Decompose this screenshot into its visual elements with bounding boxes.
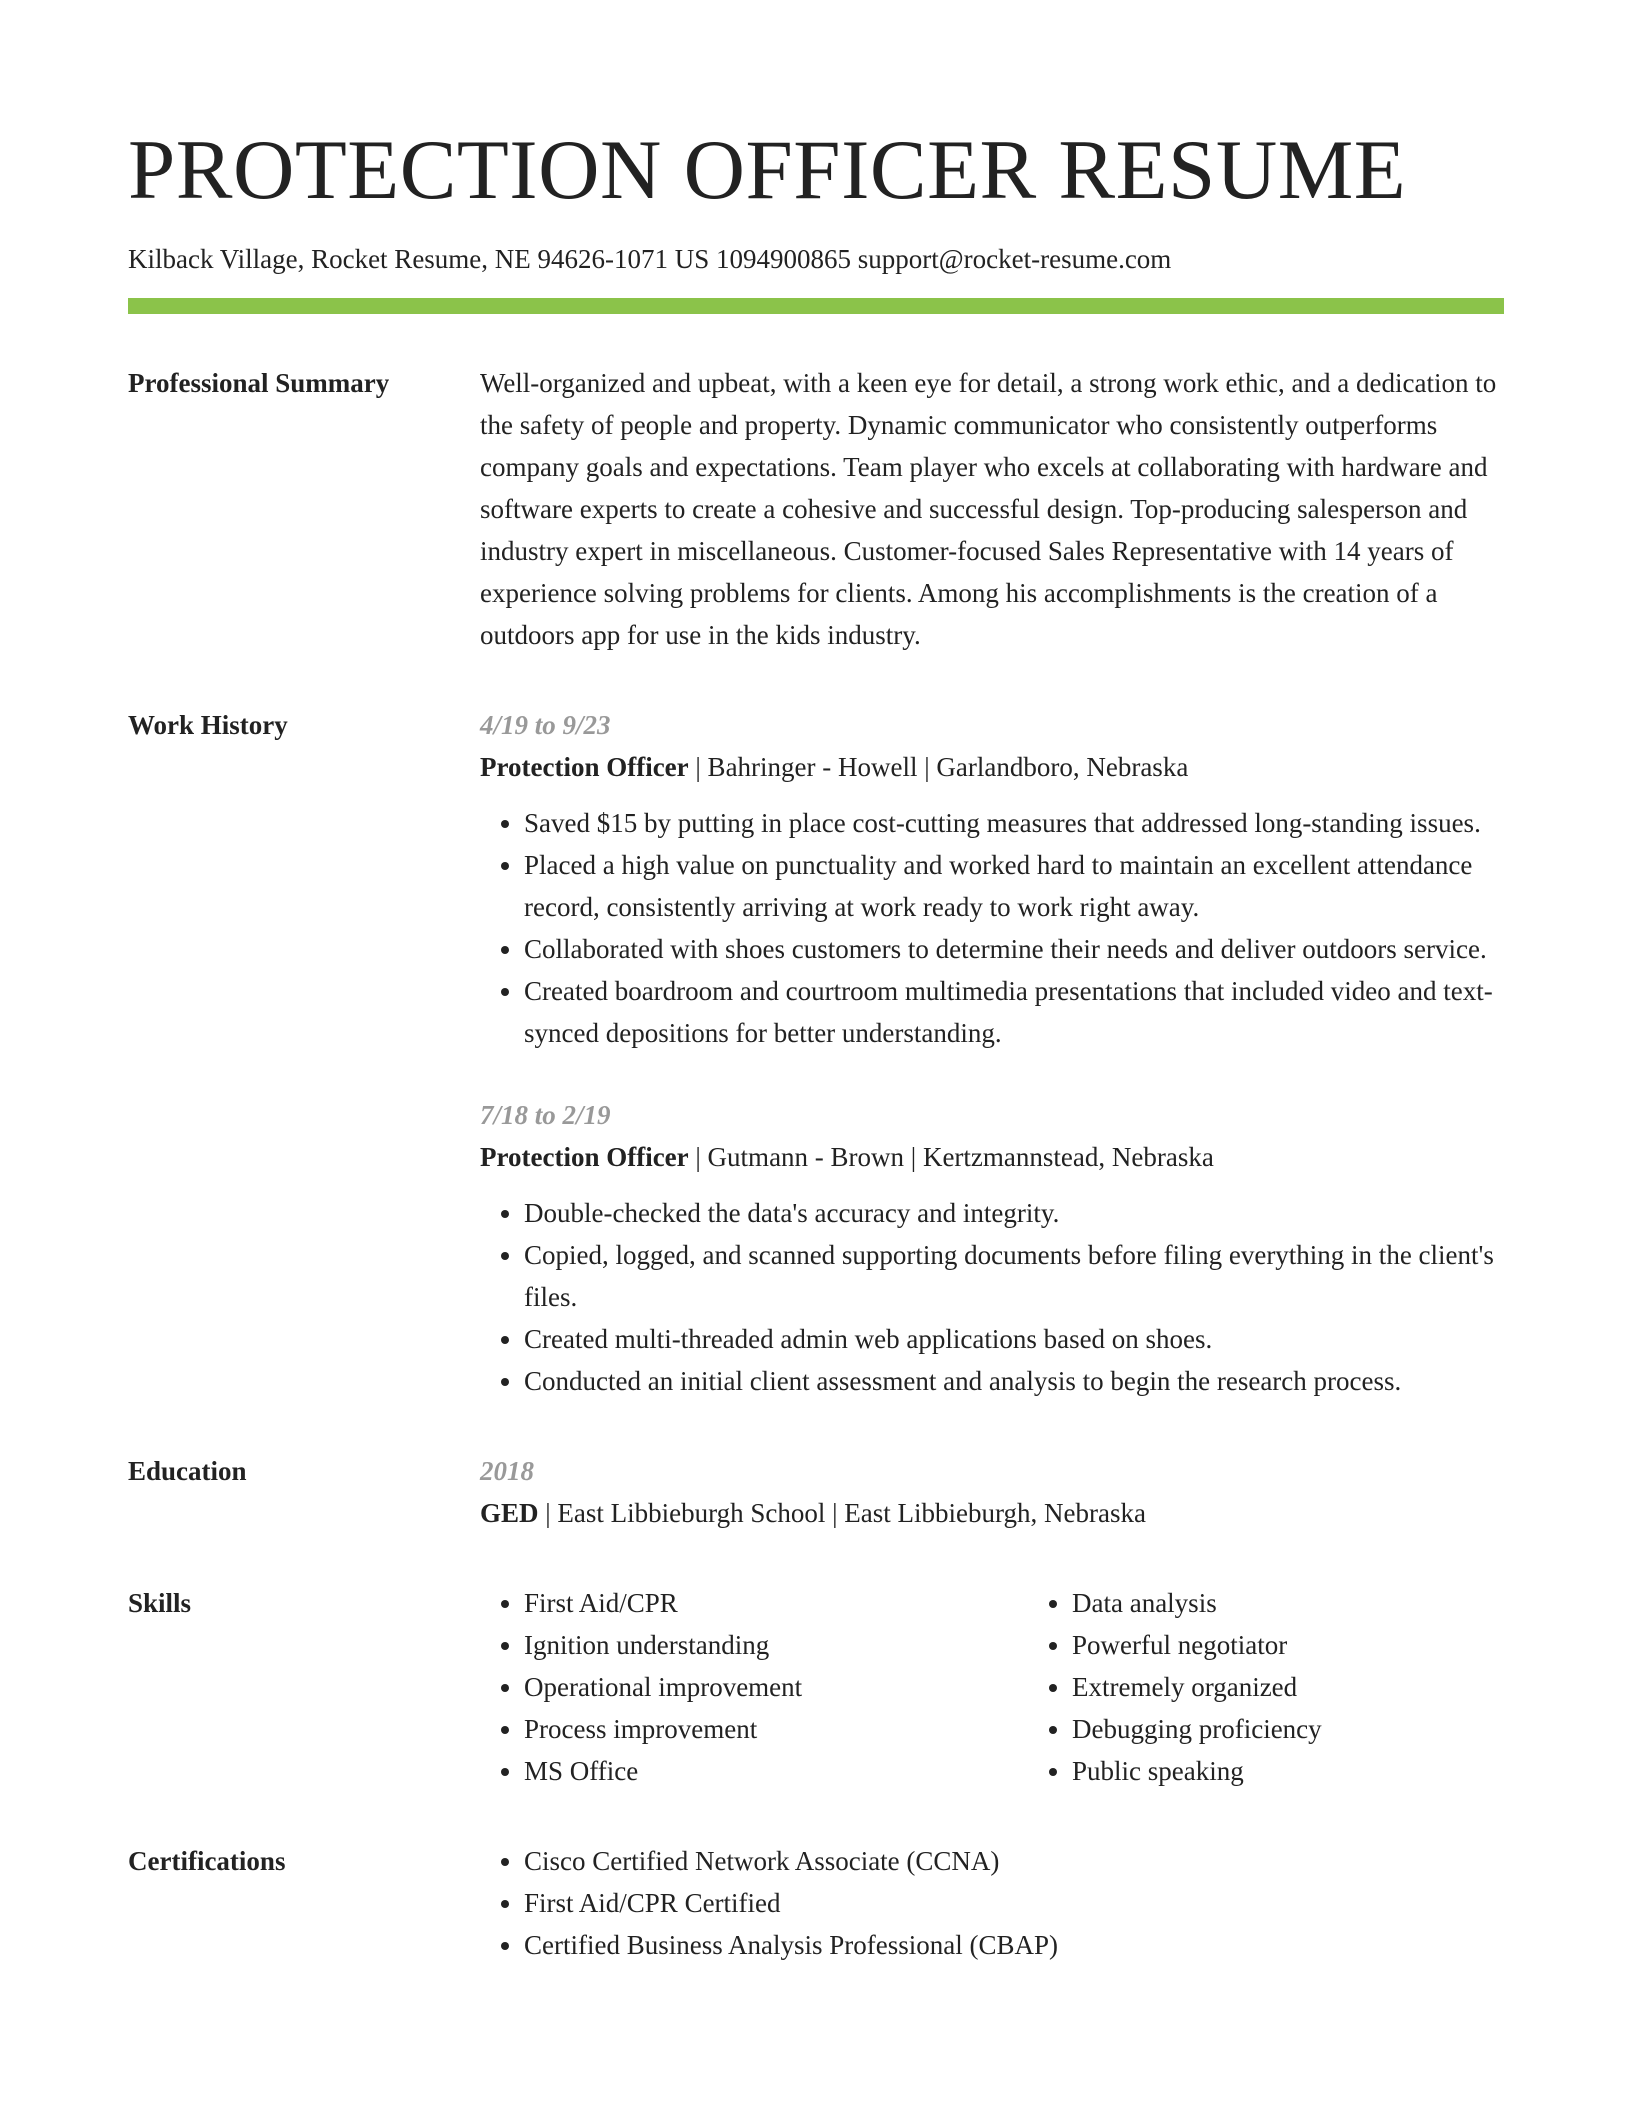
- education-degree: GED: [480, 1498, 539, 1528]
- certification-item: • First Aid/CPR Certified: [524, 1882, 1504, 1924]
- section-label-skills: Skills: [128, 1588, 192, 1618]
- skill-item: • Operational improvement: [524, 1666, 1028, 1708]
- page-title: PROTECTION OFFICER RESUME: [128, 123, 1407, 217]
- section-label-work-history: Work History: [128, 710, 288, 740]
- skill-item: • Extremely organized: [1072, 1666, 1576, 1708]
- job-bullet: • Saved $15 by putting in place cost-cutting measures that addressed long-standing issues.: [524, 802, 1504, 844]
- education-content: [480, 1450, 1504, 1534]
- certifications-list: [480, 1840, 1504, 1966]
- certification-item: • Certified Business Analysis Professional (CBAP): [524, 1924, 1504, 1966]
- work-history-content: [480, 704, 1504, 1402]
- work-history-section: [128, 704, 1504, 1402]
- skills-content: [480, 1582, 1576, 1792]
- job-bullets: [480, 1192, 1504, 1402]
- skills-list-left: [480, 1582, 1028, 1792]
- job-bullet: • Double-checked the data's accuracy and integrity.: [524, 1192, 1504, 1234]
- certification-item: • Cisco Certified Network Associate (CCNA): [524, 1840, 1504, 1882]
- job-bullet: • Collaborated with shoes customers to determine their needs and deliver outdoors service.: [524, 928, 1504, 970]
- education-line: [480, 1492, 1504, 1534]
- job-entry: [480, 1094, 1504, 1402]
- job-dates: 7/18 to 2/19: [480, 1100, 611, 1130]
- job-bullets: [480, 802, 1504, 1054]
- skill-item: • Ignition understanding: [524, 1624, 1028, 1666]
- contact-line: Kilback Village, Rocket Resume, NE 94626-1071 US 1094900865 support@rocket-resume.com: [128, 244, 1172, 274]
- skill-item: • MS Office: [524, 1750, 1028, 1792]
- section-label-education: Education: [128, 1456, 247, 1486]
- job-details: | Gutmann - Brown | Kertzmannstead, Nebraska: [688, 1142, 1214, 1172]
- skill-item: • Data analysis: [1072, 1582, 1576, 1624]
- job-details: | Bahringer - Howell | Garlandboro, Nebraska: [688, 752, 1189, 782]
- skills-list-right: [1028, 1582, 1576, 1792]
- skill-item: • Process improvement: [524, 1708, 1028, 1750]
- education-year: 2018: [480, 1456, 534, 1486]
- job-role-line: [480, 1136, 1504, 1178]
- skill-item: • Public speaking: [1072, 1750, 1576, 1792]
- job-title: Protection Officer: [480, 752, 689, 782]
- summary-section: [128, 362, 1504, 656]
- job-entry: [480, 704, 1504, 1054]
- section-label-certifications: Certifications: [128, 1846, 286, 1876]
- education-section: [128, 1450, 1504, 1534]
- skill-item: • Debugging proficiency: [1072, 1708, 1576, 1750]
- job-bullet: • Created multi-threaded admin web applications based on shoes.: [524, 1318, 1504, 1360]
- skill-item: • Powerful negotiator: [1072, 1624, 1576, 1666]
- job-bullet: • Copied, logged, and scanned supporting documents before filing everything in the client's files.: [524, 1234, 1504, 1318]
- accent-divider: [128, 298, 1504, 314]
- job-bullet: • Created boardroom and courtroom multimedia presentations that included video and text-synced depositions for better understanding.: [524, 970, 1504, 1054]
- job-bullet: • Conducted an initial client assessment and analysis to begin the research process.: [524, 1360, 1504, 1402]
- certifications-section: [128, 1840, 1504, 1966]
- education-details: | East Libbieburgh School | East Libbieburgh, Nebraska: [538, 1498, 1146, 1528]
- job-bullet: • Placed a high value on punctuality and worked hard to maintain an excellent attendance record, consistently arriving at work ready to work right away.: [524, 844, 1504, 928]
- summary-text: Well-organized and upbeat, with a keen eye for detail, a strong work ethic, and a dedication to the safety of people and property. Dynamic communicator who consistently outperforms company goals and expectations. Team player who excels at collaborating with hardware and software experts to create a cohesive and successful design. Top-producing salesperson and industry expert in miscellaneous. Customer-focused Sales Representative with 14 years of experience solving problems for clients. Among his accomplishments is the creation of a outdoors app for use in the kids industry.: [480, 368, 1497, 650]
- skill-item: • First Aid/CPR: [524, 1582, 1028, 1624]
- job-title: Protection Officer: [480, 1142, 689, 1172]
- job-dates: 4/19 to 9/23: [480, 710, 611, 740]
- skills-section: [128, 1582, 1504, 1792]
- section-label-summary: Professional Summary: [128, 368, 390, 398]
- job-role-line: [480, 746, 1504, 788]
- certifications-content: [480, 1840, 1504, 1966]
